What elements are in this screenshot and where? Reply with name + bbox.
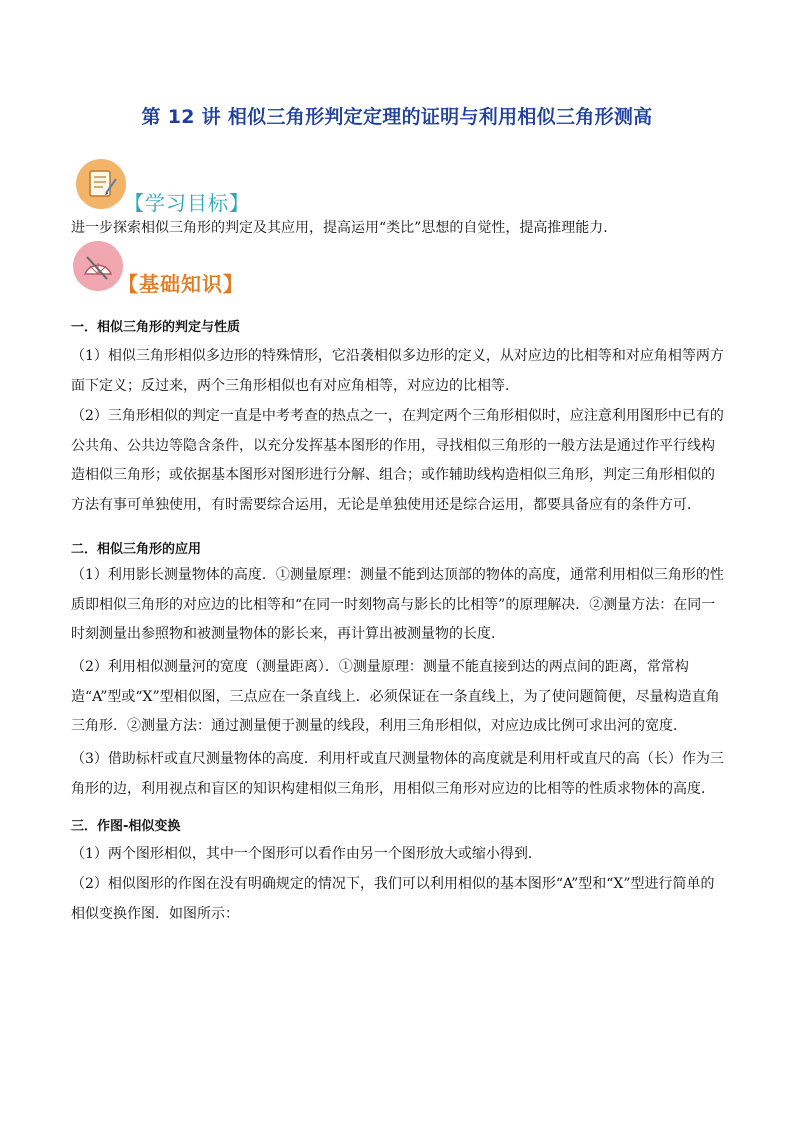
part1-paragraph-2: （2）三角形相似的判定一直是中考考查的热点之一，在判定两个三角形相似时，应注意利用图形中已有的公共角、公共边等隐含条件，以充分发挥基本图形的作用，寻找相似三角形的一般方法是通过作平行线构造相似三角形；或依据基本图形对图形进行分解、组合；或作辅助线构造相似三角形，判定三角形相似的方法有事可单独使用，有时需要综合运用，无论是单独使用还是综合运用，都要具备应有的条件方可． bbox=[71, 408, 724, 513]
part2-paragraph-1: （1）利用影长测量物体的高度．①测量原理：测量不能到达顶部的物体的高度，通常利用相似三角形的性质即相似三角形的对应边的比相等和“在同一时刻物高与影长的比相等”的原理解决．②测量方法：在同一时刻测量出参照物和被测量物体的影长来，再计算出被测量物的长度． bbox=[71, 567, 724, 642]
goal-text: 进一步探索相似三角形的判定及其应用，提高运用“类比”思想的自觉性，提高推理能力. bbox=[71, 220, 608, 236]
part3-paragraph-2: （2）相似图形的作图在没有明确规定的情况下，我们可以利用相似的基本图形“A”型和“X”型进行简单的相似变换作图．如图所示： bbox=[71, 876, 715, 922]
notebook-icon bbox=[76, 159, 126, 209]
part2-paragraph-3: （3）借助标杆或直尺测量物体的高度．利用杆或直尺测量物体的高度就是利用杆或直尺的高（长）作为三角形的边，利用视点和盲区的知识构建相似三角形，用相似三角形对应边的比相等的性质求物体的高度． bbox=[71, 751, 724, 797]
part2-paragraph-2: （2）利用相似测量河的宽度（测量距离）．①测量原理：测量不能直接到达的两点间的距离，常常构造“A”型或“X”型相似图，三点应在一条直线上．必须保证在一条直线上，为了使问题简便，尽量构造直角三角形．②测量方法：通过测量便于测量的线段，利用三角形相似，对应边成比例可求出河的宽度． bbox=[71, 659, 720, 734]
heading-part2: 二．相似三角形的应用 bbox=[71, 542, 202, 557]
protractor-icon bbox=[73, 241, 123, 291]
heading-part1: 一．相似三角形的判定与性质 bbox=[71, 320, 241, 335]
section-label-basic: 【基础知识】 bbox=[118, 272, 244, 296]
part1-paragraph-1: （1）相似三角形相似多边形的特殊情形，它沿袭相似多边形的定义，从对应边的比相等和对应角相等两方面下定义；反过来，两个三角形相似也有对应角相等，对应边的比相等． bbox=[71, 348, 724, 394]
heading-part3: 三．作图-相似变换 bbox=[71, 819, 181, 834]
page-title: 第 12 讲 相似三角形判定定理的证明与利用相似三角形测高 bbox=[141, 106, 653, 128]
part3-paragraph-1: （1）两个图形相似，其中一个图形可以看作由另一个图形放大或缩小得到． bbox=[71, 846, 542, 862]
section-label-goal: 【学习目标】 bbox=[124, 191, 250, 215]
